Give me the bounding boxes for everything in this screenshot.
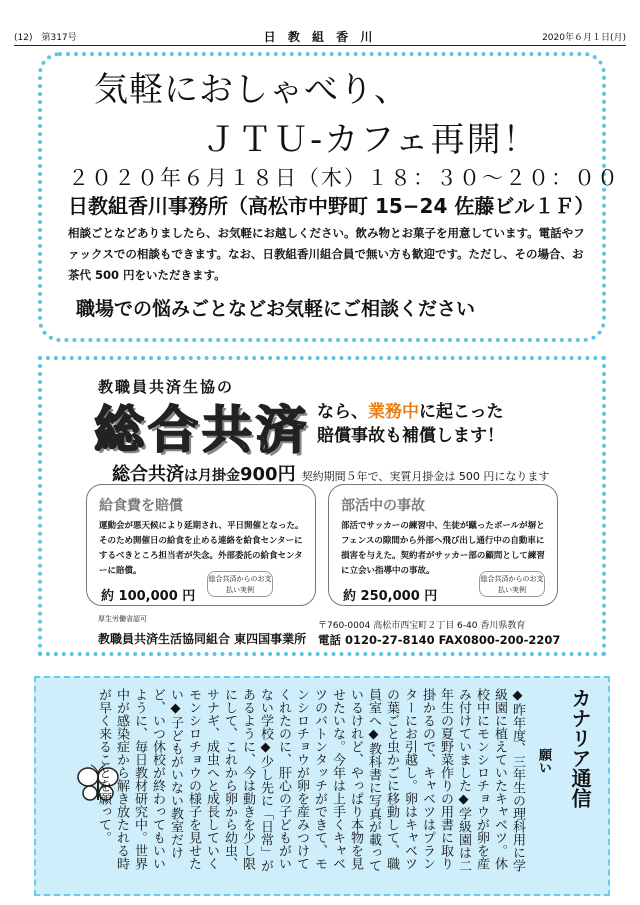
column-text: ど、いつ休校が終わってもいい	[150, 688, 165, 870]
kyosai-tagline	[317, 400, 504, 448]
organization-name: 教職員共済生活協同組合 東四国事業所	[98, 632, 307, 646]
column-text: が早く来ることを願って。	[96, 688, 111, 844]
column-text: ように、毎日教材研究中。世界	[132, 688, 147, 870]
canary-subtitle: 願い	[536, 748, 551, 774]
price-product: 総合共済	[112, 464, 184, 485]
cafe-title-line1: 気軽におしゃべり、	[94, 70, 409, 110]
column-text: 掛かるので、キャベツはプラン	[420, 688, 435, 870]
column-text: あるように、今は動きを少し限	[240, 688, 255, 870]
column-text: み付けていました◆学級園は二	[456, 688, 471, 872]
case-card	[86, 484, 316, 606]
column-text: ない学校◆少し先に「日常」が	[258, 688, 273, 872]
column-text: ンシロチョウが卵を産みつけて	[294, 688, 309, 870]
case-label: 総合共済からのお支払い実例	[479, 571, 545, 597]
header-rule	[14, 45, 626, 46]
case-amount: 約 100,000 円	[101, 589, 196, 604]
tagline-part1: なら、	[317, 402, 368, 422]
kyosai-price	[112, 460, 549, 486]
tagline-line2: 賠償事故も補償します！	[317, 426, 504, 446]
tagline-part2: に起こった	[419, 402, 504, 422]
issue-date: 2020年６月１日(月)	[542, 33, 626, 43]
case-description: 部活でサッカーの練習中、生徒が蹴ったボールが塀とフェンスの隙間から外部へ飛び出し通行中の自動車に損害を与えた。契約者がサッカー部の顧問として練習に立会い指導中の事故。	[341, 521, 545, 576]
organization-address: 〒760-0004 高松市西宝町２丁目 6-40 香川県教育	[318, 621, 526, 631]
price-note: 契約期間５年で、実質月掛金は 500 円になります	[301, 470, 550, 483]
column-text: くれたのに、肝心の子どもがい	[276, 688, 291, 870]
case-label: 総合共済からのお支払い実例	[207, 571, 273, 597]
column-text: モンシロチョウの様子を見せた	[186, 688, 201, 870]
column-text: の葉ごと虫かごに移動して、職	[384, 688, 399, 870]
column-text: 員室へ◆教科書に写真が載って	[366, 688, 381, 872]
column-text: 級園に植えていたキャベツ。休	[492, 688, 507, 870]
page-header	[14, 30, 626, 44]
contact-numbers: 電話 0120-27-8140 FAX0800-200-2207	[318, 633, 561, 647]
column-text: せたいな。今年は上手くキャベ	[330, 688, 345, 870]
tagline-highlight: 業務中	[368, 402, 419, 422]
cafe-datetime: ２０２０年６月１８日（木）１８：３０〜２０：００	[68, 166, 620, 190]
column-text: 年生の夏野菜作りの用書に取り	[438, 688, 453, 870]
column-text: いるけれど、やっぱり本物を見	[348, 688, 363, 870]
column-text: 校中にモンシロチョウが卵を産	[474, 688, 489, 870]
case-card	[328, 484, 558, 606]
case-amount: 約 250,000 円	[343, 589, 438, 604]
column-text: ツのバトンタッチができて、モ	[312, 688, 327, 870]
kyosai-ad	[38, 356, 606, 656]
authorization-note: 厚生労働省認可	[98, 615, 147, 623]
column-text: にして、これから卵から幼虫、	[222, 688, 237, 870]
cafe-body: 相談ごとなどありましたら、お気軽にお越しください。飲み物とお菓子を用意しています。電話やファックスでの相談もできます。なお、日教組香川組合員で無い方も歓迎です。ただし、その場合、お茶代 500 円をいただきます。	[68, 226, 585, 282]
column-text: サナギ、成虫へと成長していく	[204, 688, 219, 870]
issue-number: (12) 第317号	[14, 33, 77, 43]
price-value: 900円	[240, 464, 296, 485]
column-text: い◆子どもがいない教室だけ	[168, 688, 183, 859]
cafe-title-line2: ＪＴＵ-カフェ再開！	[202, 120, 539, 160]
kyosai-pre: 教職員共済生協の	[98, 378, 235, 396]
canary-title: カナリア通信	[568, 688, 592, 808]
case-title: 部活中の事故	[341, 498, 425, 514]
case-description: 運動会が悪天候により延期され、平日開催となった。そのため開催日の給食を止める連絡を給食センターにするべきところ担当者が失念。外部委託の給食センターに賠償。	[99, 521, 304, 576]
column-text: ◆昨年度、三年生の理科用に学	[510, 688, 525, 872]
canary-column	[34, 676, 610, 896]
newsletter-title: 日 教 組 香 川	[263, 30, 377, 44]
cafe-venue: 日教組香川事務所（高松市中野町 15−24 佐藤ビル１Ｆ）	[68, 194, 595, 218]
price-mid: は月掛金	[184, 468, 240, 484]
cafe-message: 職場での悩みごとなどお気軽にご相談ください	[76, 298, 476, 320]
kyosai-name: 総合共済	[94, 401, 310, 459]
column-text: ターにお引越し。卵はキャベツ	[402, 688, 417, 870]
column-text: 中が感染症から解き放たれる時	[114, 688, 129, 870]
cafe-notice	[38, 52, 620, 342]
case-title: 給食費を賠償	[99, 498, 183, 514]
